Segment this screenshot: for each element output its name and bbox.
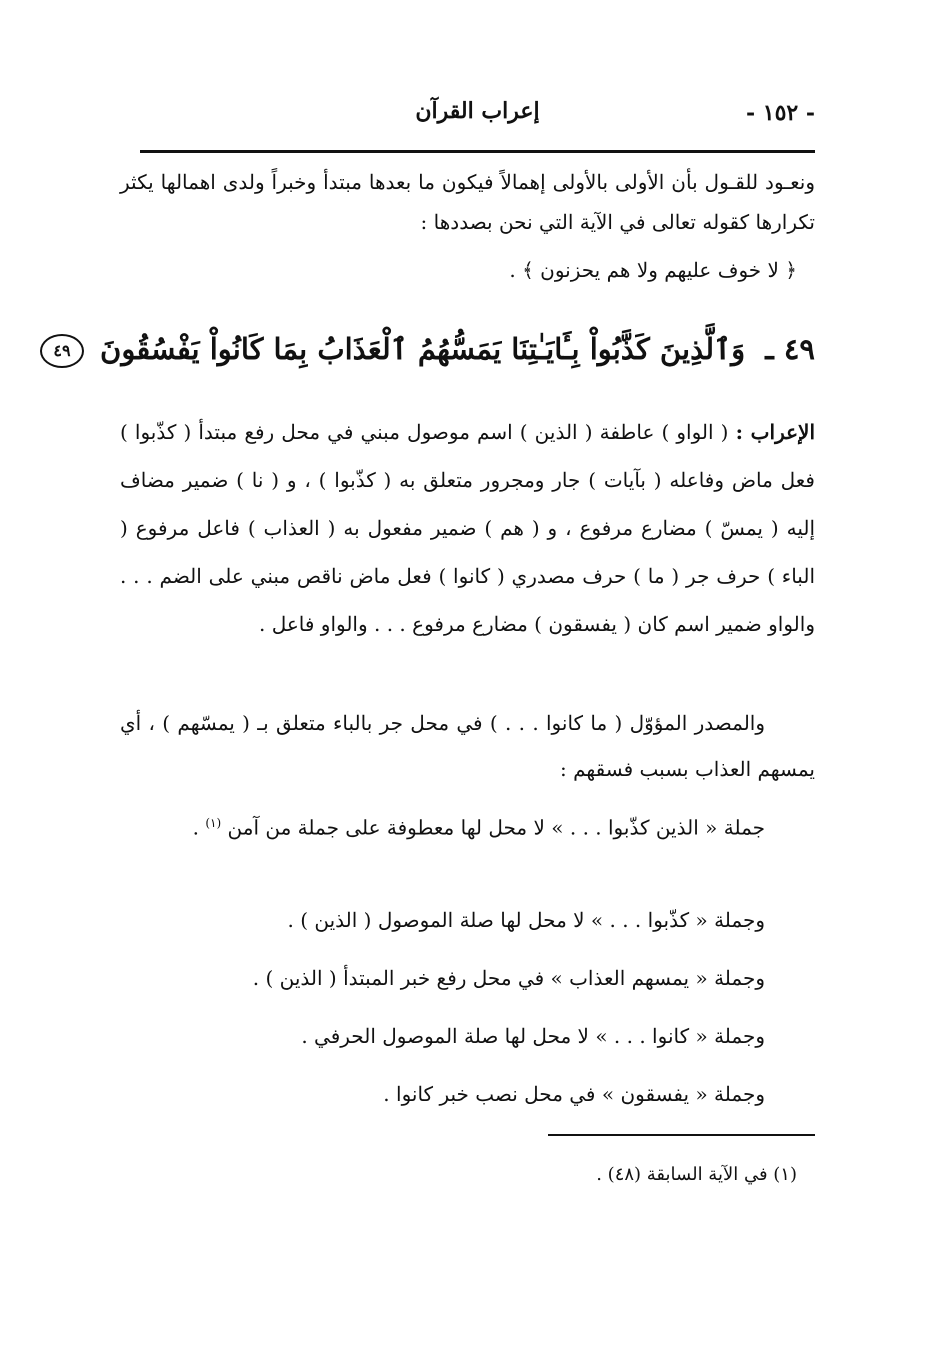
jumla-item: وجملة « يمسهم العذاب » في محل رفع خبر المبتدأ ( الذين ) . (252, 966, 765, 990)
quran-quote: ﴿ لا خوف عليهم ولا هم يحزنون ﴾ . (509, 258, 797, 282)
footnote-rule (548, 1134, 815, 1136)
intro-line-2: يكثر تكرارها كقوله تعالى في الآية التي نحن بصددها : (120, 170, 815, 234)
jumla-first-paragraph (120, 800, 815, 851)
intro-line-1: ونعـود للقـول بأن الأولى بالأولى إهمالاً فيكون ما بعدها مبتدأ وخبراً ولدى اهمالها (160, 170, 816, 194)
verse-heading (53, 318, 815, 380)
page-header (140, 96, 815, 136)
jumla-item: وجملة « كانوا . . . » لا محل لها صلة الموصول الحرفي . (301, 1024, 765, 1048)
jumla-first-end: . (192, 815, 199, 840)
verse-text: وَٱلَّذِينَ كَذَّبُواْ بِـَٔايَـٰتِنَا يَمَسُّهُمُ ٱلْعَذَابُ بِمَا كَانُواْ يَفْسُقُونَ (100, 332, 746, 366)
masdar-paragraph: والمصدر المؤوّل ( ما كانوا . . . ) في محل جر بالباء متعلق بـ ( يمسّهم ) ، أي يمسهم العذاب بسبب فسقهم : (120, 711, 815, 781)
jumla-list (115, 896, 765, 1128)
footnote-reference[interactable]: (١) (205, 816, 222, 830)
jumla-item: وجملة « كذّبوا . . . » لا محل لها صلة الموصول ( الذين ) . (287, 908, 765, 932)
irab-paragraph (120, 408, 815, 648)
jumla-first-text: جملة « الذين كذّبوا . . . » لا محل لها معطوفة على جملة من آمن (227, 815, 765, 840)
intro-paragraph (120, 162, 815, 242)
irab-label: الإعراب : (735, 420, 815, 444)
verse-end-marker: ٤٩ (40, 334, 84, 368)
verse-number: ٤٩ ـ (765, 332, 815, 366)
running-title: إعراب القرآن (415, 98, 540, 124)
header-rule (140, 150, 815, 153)
jumla-item: وجملة « يفسقون » في محل نصب خبر كانوا . (383, 1082, 765, 1106)
page-number: - ١٥٢ - (745, 100, 815, 126)
irab-text: ( الواو ) عاطفة ( الذين ) اسم موصول مبني في محل رفع مبتدأ ( كذّبوا ) فعل ماض وفاعله ( بآيات ) جار ومجرور متعلق به ( كذّبوا ) ، و ( نا ) ضمير مضاف إليه ( يمسّ ) مضارع مرفوع ، و ( هم ) ضمير مفعول به ( العذاب ) فاعل مرفوع ( الباء ) حرف جر ( ما ) حرف مصدري ( كانوا ) فعل ماض ناقص مبني على الضم . . . والواو ضمير اسم كان ( يفسقون ) مضارع مرفوع . . . والواو فاعل . (120, 420, 815, 636)
footnote: (١) في الآية السابقة (٤٨) . (596, 1164, 797, 1185)
